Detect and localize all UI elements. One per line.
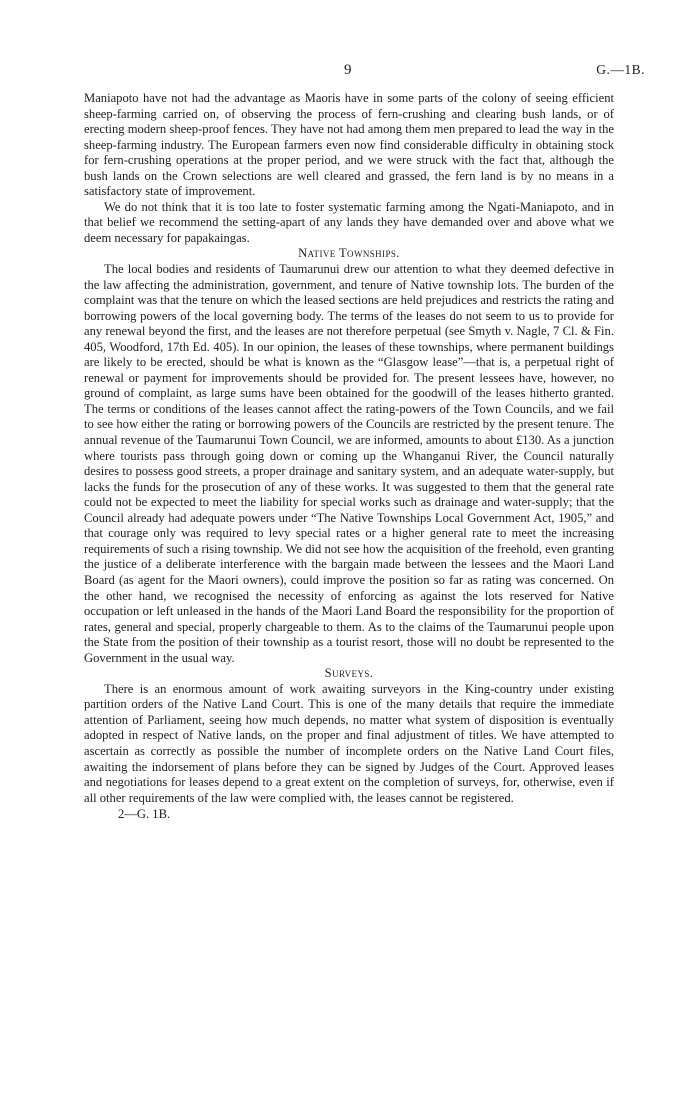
paper-reference: G.—1B. — [596, 62, 645, 77]
heading-native-townships: Native Townships. — [298, 246, 400, 261]
document-body — [84, 91, 614, 823]
signature-mark: 2—G. 1B. — [118, 807, 171, 822]
heading-surveys: Surveys. — [324, 666, 374, 681]
paragraph-maniapoto-farming: Maniapoto have not had the advantage as Maoris have in some parts of the colony of seeing efficient sheep-farming carried on, of observing the process of fern-crushing and clearing bush lands, or of erecting modern sheep-proof fences. They have not had among them men prepared to lead the way in the sheep-farming industry. The European farmers even now find considerable difficulty in obtaining stock for fern-crushing operations at the proper period, and we were struck with the fact that, although the bush lands on the Crown selections are well cleared and grassed, the fern land is by no means in a satisfactory state of improvement. — [84, 91, 614, 199]
paragraph-native-townships: The local bodies and residents of Taumarunui drew our attention to what they deemed defective in the law affecting the administration, government, and tenure of Native township lots. The burden of the complaint was that the tenure on which the leased sections are held prejudices and restricts the rating and borrowing powers of the local governing body. The terms of the leases do not seem to us to provide for any renewal beyond the first, and the leases are not therefore perpetual (see Smyth v. Nagle, 7 Cl. & Fin. 405, Woodford, 17th Ed. 405). In our opinion, the leases of these townships, where permanent buildings are likely to be erected, should be what is known as the “Glasgow lease”—that is, a perpetual right of renewal or payment for improvements should be provided for. The present lessees have, however, no ground of complaint, as large sums have been obtained for the goodwill of the leases hitherto granted. The terms or conditions of the leases cannot affect the rating-powers of the Town Councils, and we fail to see how either the rating or borrowing powers of the Councils are restricted by the present tenure. The annual revenue of the Taumarunui Town Council, we are informed, amounts to about £130. As a junction where tourists pass through going down or coming up the Whanganui River, the Council naturally desires to possess good streets, a proper drainage and sanitary system, and an adequate water-supply, but lacks the funds for the prosecution of any of these works. It was suggested to them that the general rate could not be expected to meet the liability for special works such as drainage and water-supply; that the Council already had adequate powers under “The Native Townships Local Government Act, 1905,” and that courage only was required to levy special rates or a higher general rate to meet the increasing requirements of such a rising township. We did not see how the acquisition of the freehold, even granting the justice of a deliberate interference with the bargain made between the lessees and the Maori Land Board (as agent for the Maori owners), could improve the position so far as rating was concerned. On the other hand, we recognised the necessity of enforcing as against the lots reserved for Native occupation or left unleased in the hands of the Maori Land Board the responsibility for the proportion of rates, general and special, properly chargeable to them. As to the claims of the Taumarunui people upon the State from the position of their township as a tourist resort, those will no doubt be represented to the Government in the usual way. — [84, 262, 615, 665]
page-number: 9 — [344, 62, 352, 78]
paragraph-papakaingas: We do not think that it is too late to foster systematic farming among the Ngati-Maniapoto, and in that belief we recommend the setting-apart of any lands they have demanded over and above what we deem necessary for papakaingas. — [84, 199, 614, 245]
paragraph-surveys: There is an enormous amount of work awaiting surveyors in the King-country under existing partition orders of the Native Land Court. This is one of the many details that require the immediate attention of Parliament, seeing how much depends, no matter what system of disposition is eventually adopted in respect of Native lands, on the proper and final adjustment of titles. We have attempted to ascertain as correctly as possible the number of incomplete orders on the Native Land Court files, awaiting the indorsement of plans before they can be signed by Judges of the Court. Approved leases and negotiations for leases depend to a great extent on the completion of surveys, for, otherwise, even if all other requirements of the law were complied with, the leases cannot be registered. — [84, 681, 614, 805]
page-header — [0, 62, 700, 82]
